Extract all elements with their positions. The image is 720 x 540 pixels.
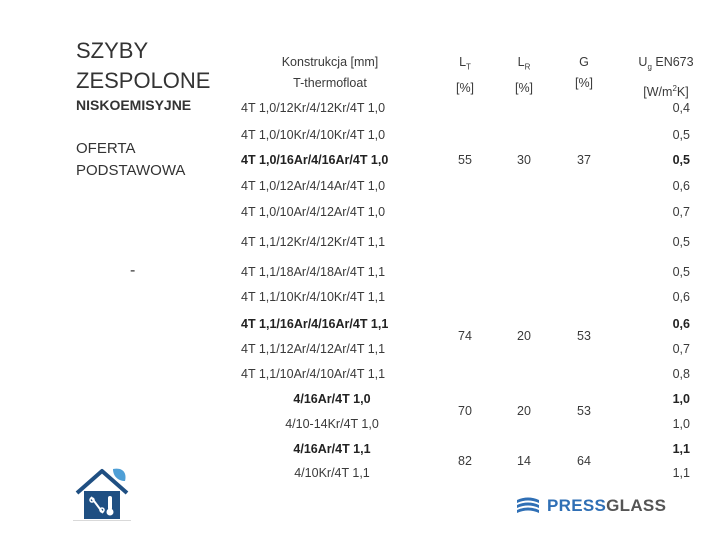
table-row-ug: 0,4	[672, 101, 690, 115]
table-row-ug: 1,0	[672, 417, 690, 431]
ug-symbol: U	[638, 55, 648, 69]
table-row-ug: 0,5	[672, 153, 690, 167]
logo-text-press: PRESS	[547, 496, 607, 515]
table-row-config: 4T 1,0/10Ar/4/12Ar/4T 1,0	[241, 205, 386, 219]
lt-header	[440, 52, 490, 99]
group4-g: 64	[577, 454, 591, 468]
table-row-ug: 0,8	[672, 367, 690, 381]
group3-g: 53	[577, 404, 591, 418]
group2-lt: 74	[458, 329, 472, 343]
dash-mark: -	[130, 262, 136, 279]
g-unit: [%]	[574, 76, 594, 90]
g-header	[559, 52, 609, 94]
table-row-ug: 1,1	[672, 466, 690, 480]
table-row-config: 4/16Ar/4T 1,0	[293, 392, 371, 406]
page-title: SZYBY ZESPOLONE	[76, 38, 211, 93]
table-row-config: 4T 1,1/12Kr/4/12Kr/4T 1,1	[241, 235, 386, 249]
table-row-config: 4/10Kr/4T 1,1	[294, 466, 370, 480]
table-row-config: 4T 1,1/10Ar/4/10Ar/4T 1,1	[241, 367, 386, 381]
logo-text-glass: GLASS	[606, 496, 667, 515]
table-row-config: 4T 1,1/12Ar/4/12Ar/4T 1,1	[241, 342, 386, 356]
group4-lt: 82	[458, 454, 472, 468]
ug-subscript: g	[647, 62, 652, 72]
group3-lr: 20	[517, 404, 531, 418]
table-row-config: 4T 1,0/12Kr/4/12Kr/4T 1,0	[241, 101, 386, 115]
group1-lr: 30	[517, 153, 531, 167]
table-row-config: 4/10-14Kr/4T 1,0	[285, 417, 379, 431]
ug-unit-a: [W/m	[643, 84, 673, 99]
lr-symbol: L	[517, 55, 525, 69]
table-row-config: 4T 1,0/10Kr/4/10Kr/4T 1,0	[241, 128, 386, 142]
eco-house-icon	[73, 463, 131, 521]
group2-lr: 20	[517, 329, 531, 343]
icon-divider	[73, 520, 131, 521]
construction-header-line2: T-thermofloat	[293, 76, 367, 90]
table-row-config: 4T 1,1/16Ar/4/16Ar/4T 1,1	[241, 317, 389, 331]
lt-symbol: L	[459, 55, 467, 69]
lr-unit: [%]	[514, 80, 534, 95]
group4-lr: 14	[517, 454, 531, 468]
table-row-config: 4T 1,1/10Kr/4/10Kr/4T 1,1	[241, 290, 386, 304]
subtitle: NISKOEMISYJNE	[76, 97, 192, 113]
lt-unit: [%]	[455, 80, 475, 95]
ug-unit-b: K]	[676, 84, 689, 99]
logo-text	[547, 496, 666, 516]
table-row-ug: 0,7	[672, 342, 690, 356]
table-row-ug: 0,5	[672, 128, 690, 142]
table-row-ug: 0,6	[672, 290, 690, 304]
table-row-config: 4/16Ar/4T 1,1	[293, 442, 371, 456]
table-row-config: 4T 1,0/16Ar/4/16Ar/4T 1,0	[241, 153, 389, 167]
logo-mark-icon	[515, 496, 541, 516]
lr-subscript: R	[524, 62, 531, 72]
ug-unit-sup: 2	[672, 83, 677, 93]
lr-header	[499, 52, 549, 99]
construction-header-line1: Konstrukcja [mm]	[281, 55, 379, 69]
group1-lt: 55	[458, 153, 472, 167]
table-row-ug: 1,1	[672, 442, 690, 456]
table-row-config: 4T 1,0/12Ar/4/14Ar/4T 1,0	[241, 179, 386, 193]
group1-g: 37	[577, 153, 591, 167]
pressglass-logo	[515, 494, 701, 518]
table-row-ug: 0,7	[672, 205, 690, 219]
table-row-ug: 0,5	[672, 235, 690, 249]
table-row-ug: 0,5	[672, 265, 690, 279]
ug-header	[616, 52, 716, 103]
table-row-ug: 0,6	[672, 179, 690, 193]
table-row-ug: 0,6	[672, 317, 690, 331]
table-row-ug: 1,0	[672, 392, 690, 406]
ug-standard: EN673	[651, 55, 694, 69]
table-row-config: 4T 1,1/18Ar/4/18Ar/4T 1,1	[241, 265, 386, 279]
construction-header	[255, 52, 405, 94]
lt-subscript: T	[466, 62, 471, 72]
g-symbol: G	[579, 55, 589, 69]
offer-label: OFERTA PODSTAWOWA	[76, 140, 186, 179]
group3-lt: 70	[458, 404, 472, 418]
group2-g: 53	[577, 329, 591, 343]
